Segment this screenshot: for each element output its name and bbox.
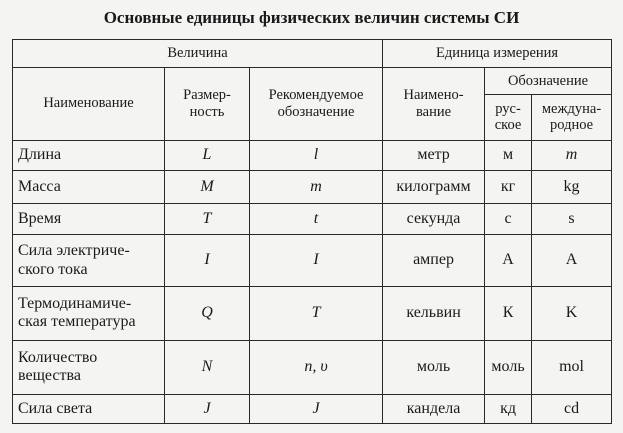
cell-dimension: L	[165, 140, 250, 170]
cell-unit-name: кандела	[383, 394, 485, 423]
cell-quantity-name	[13, 340, 165, 394]
cell-symbol: J	[250, 394, 383, 423]
cell-unit-name: моль	[383, 340, 485, 394]
header-unit-name	[383, 68, 485, 141]
header-intl-line1: междуна-	[541, 100, 602, 117]
cell-notation-ru: с	[485, 203, 532, 234]
header-unit-name-line2: вание	[416, 103, 452, 120]
cell-notation-ru: кд	[485, 394, 532, 423]
header-notation: Обозначение	[485, 68, 612, 95]
cell-notation-intl: A	[532, 235, 612, 287]
cell-dimension: N	[165, 340, 250, 394]
table-title: Основные единицы физических величин системы СИ	[103, 8, 520, 27]
cell-unit-name: секунда	[383, 203, 485, 234]
cell-dimension: J	[165, 394, 250, 423]
header-unit-group: Единица измерения	[383, 40, 612, 68]
cell-notation-ru: К	[485, 286, 532, 340]
header-symbol-line1: Рекомендуемое	[268, 87, 364, 104]
cell-symbol: m	[250, 170, 383, 203]
header-row-1	[13, 40, 612, 68]
cell-dimension: Q	[165, 286, 250, 340]
cell-quantity-name-line2: ского тока	[18, 260, 88, 278]
header-ru-line1: рус-	[495, 100, 521, 117]
cell-symbol: n, υ	[250, 340, 383, 394]
header-ru-line2: ское	[494, 117, 522, 134]
cell-unit-name: ампер	[383, 235, 485, 287]
header-notation-intl	[532, 94, 612, 140]
cell-quantity-name: Длина	[13, 140, 165, 170]
cell-notation-intl: m	[532, 140, 612, 170]
table-row	[13, 394, 612, 423]
cell-notation-ru: кг	[485, 170, 532, 203]
cell-notation-ru: моль	[485, 340, 532, 394]
cell-quantity-name-line2: вещества	[18, 367, 81, 385]
cell-unit-name: килограмм	[383, 170, 485, 203]
header-unit-name-line1: Наимено-	[403, 87, 464, 104]
cell-quantity-name-line1: Количество	[18, 348, 98, 366]
cell-symbol: T	[250, 286, 383, 340]
cell-quantity-name	[13, 235, 165, 287]
header-quantity-group: Величина	[13, 40, 383, 68]
cell-symbol: I	[250, 235, 383, 287]
table-row	[13, 235, 612, 287]
header-symbol-line2: обозначение	[277, 103, 355, 120]
cell-dimension: I	[165, 235, 250, 287]
cell-notation-intl: cd	[532, 394, 612, 423]
header-row-2	[13, 68, 612, 95]
cell-unit-name: кельвин	[383, 286, 485, 340]
cell-notation-ru: м	[485, 140, 532, 170]
header-symbol	[250, 68, 383, 141]
cell-dimension: T	[165, 203, 250, 234]
cell-quantity-name: Масса	[13, 170, 165, 203]
si-units-table	[12, 39, 612, 424]
cell-unit-name: метр	[383, 140, 485, 170]
cell-quantity-name-line2: ская температура	[18, 313, 136, 331]
header-dimension	[165, 68, 250, 141]
cell-symbol: l	[250, 140, 383, 170]
header-dimension-line1: Размер-	[183, 87, 231, 104]
header-name: Наименование	[13, 68, 165, 141]
table-row	[13, 340, 612, 394]
header-intl-line2: родное	[549, 117, 594, 134]
cell-quantity-name: Время	[13, 203, 165, 234]
cell-notation-intl: mol	[532, 340, 612, 394]
cell-quantity-name: Сила света	[13, 394, 165, 423]
cell-dimension: M	[165, 170, 250, 203]
table-row	[13, 286, 612, 340]
header-notation-ru	[485, 94, 532, 140]
cell-notation-intl: kg	[532, 170, 612, 203]
table-row	[13, 203, 612, 234]
cell-notation-intl: s	[532, 203, 612, 234]
table-row	[13, 140, 612, 170]
table-row	[13, 170, 612, 203]
cell-quantity-name-line1: Сила электриче-	[18, 242, 130, 260]
cell-quantity-name-line1: Термодинамиче-	[18, 295, 132, 313]
cell-quantity-name	[13, 286, 165, 340]
cell-symbol: t	[250, 203, 383, 234]
cell-notation-intl: K	[532, 286, 612, 340]
header-dimension-line2: ность	[189, 103, 225, 120]
cell-notation-ru: А	[485, 235, 532, 287]
